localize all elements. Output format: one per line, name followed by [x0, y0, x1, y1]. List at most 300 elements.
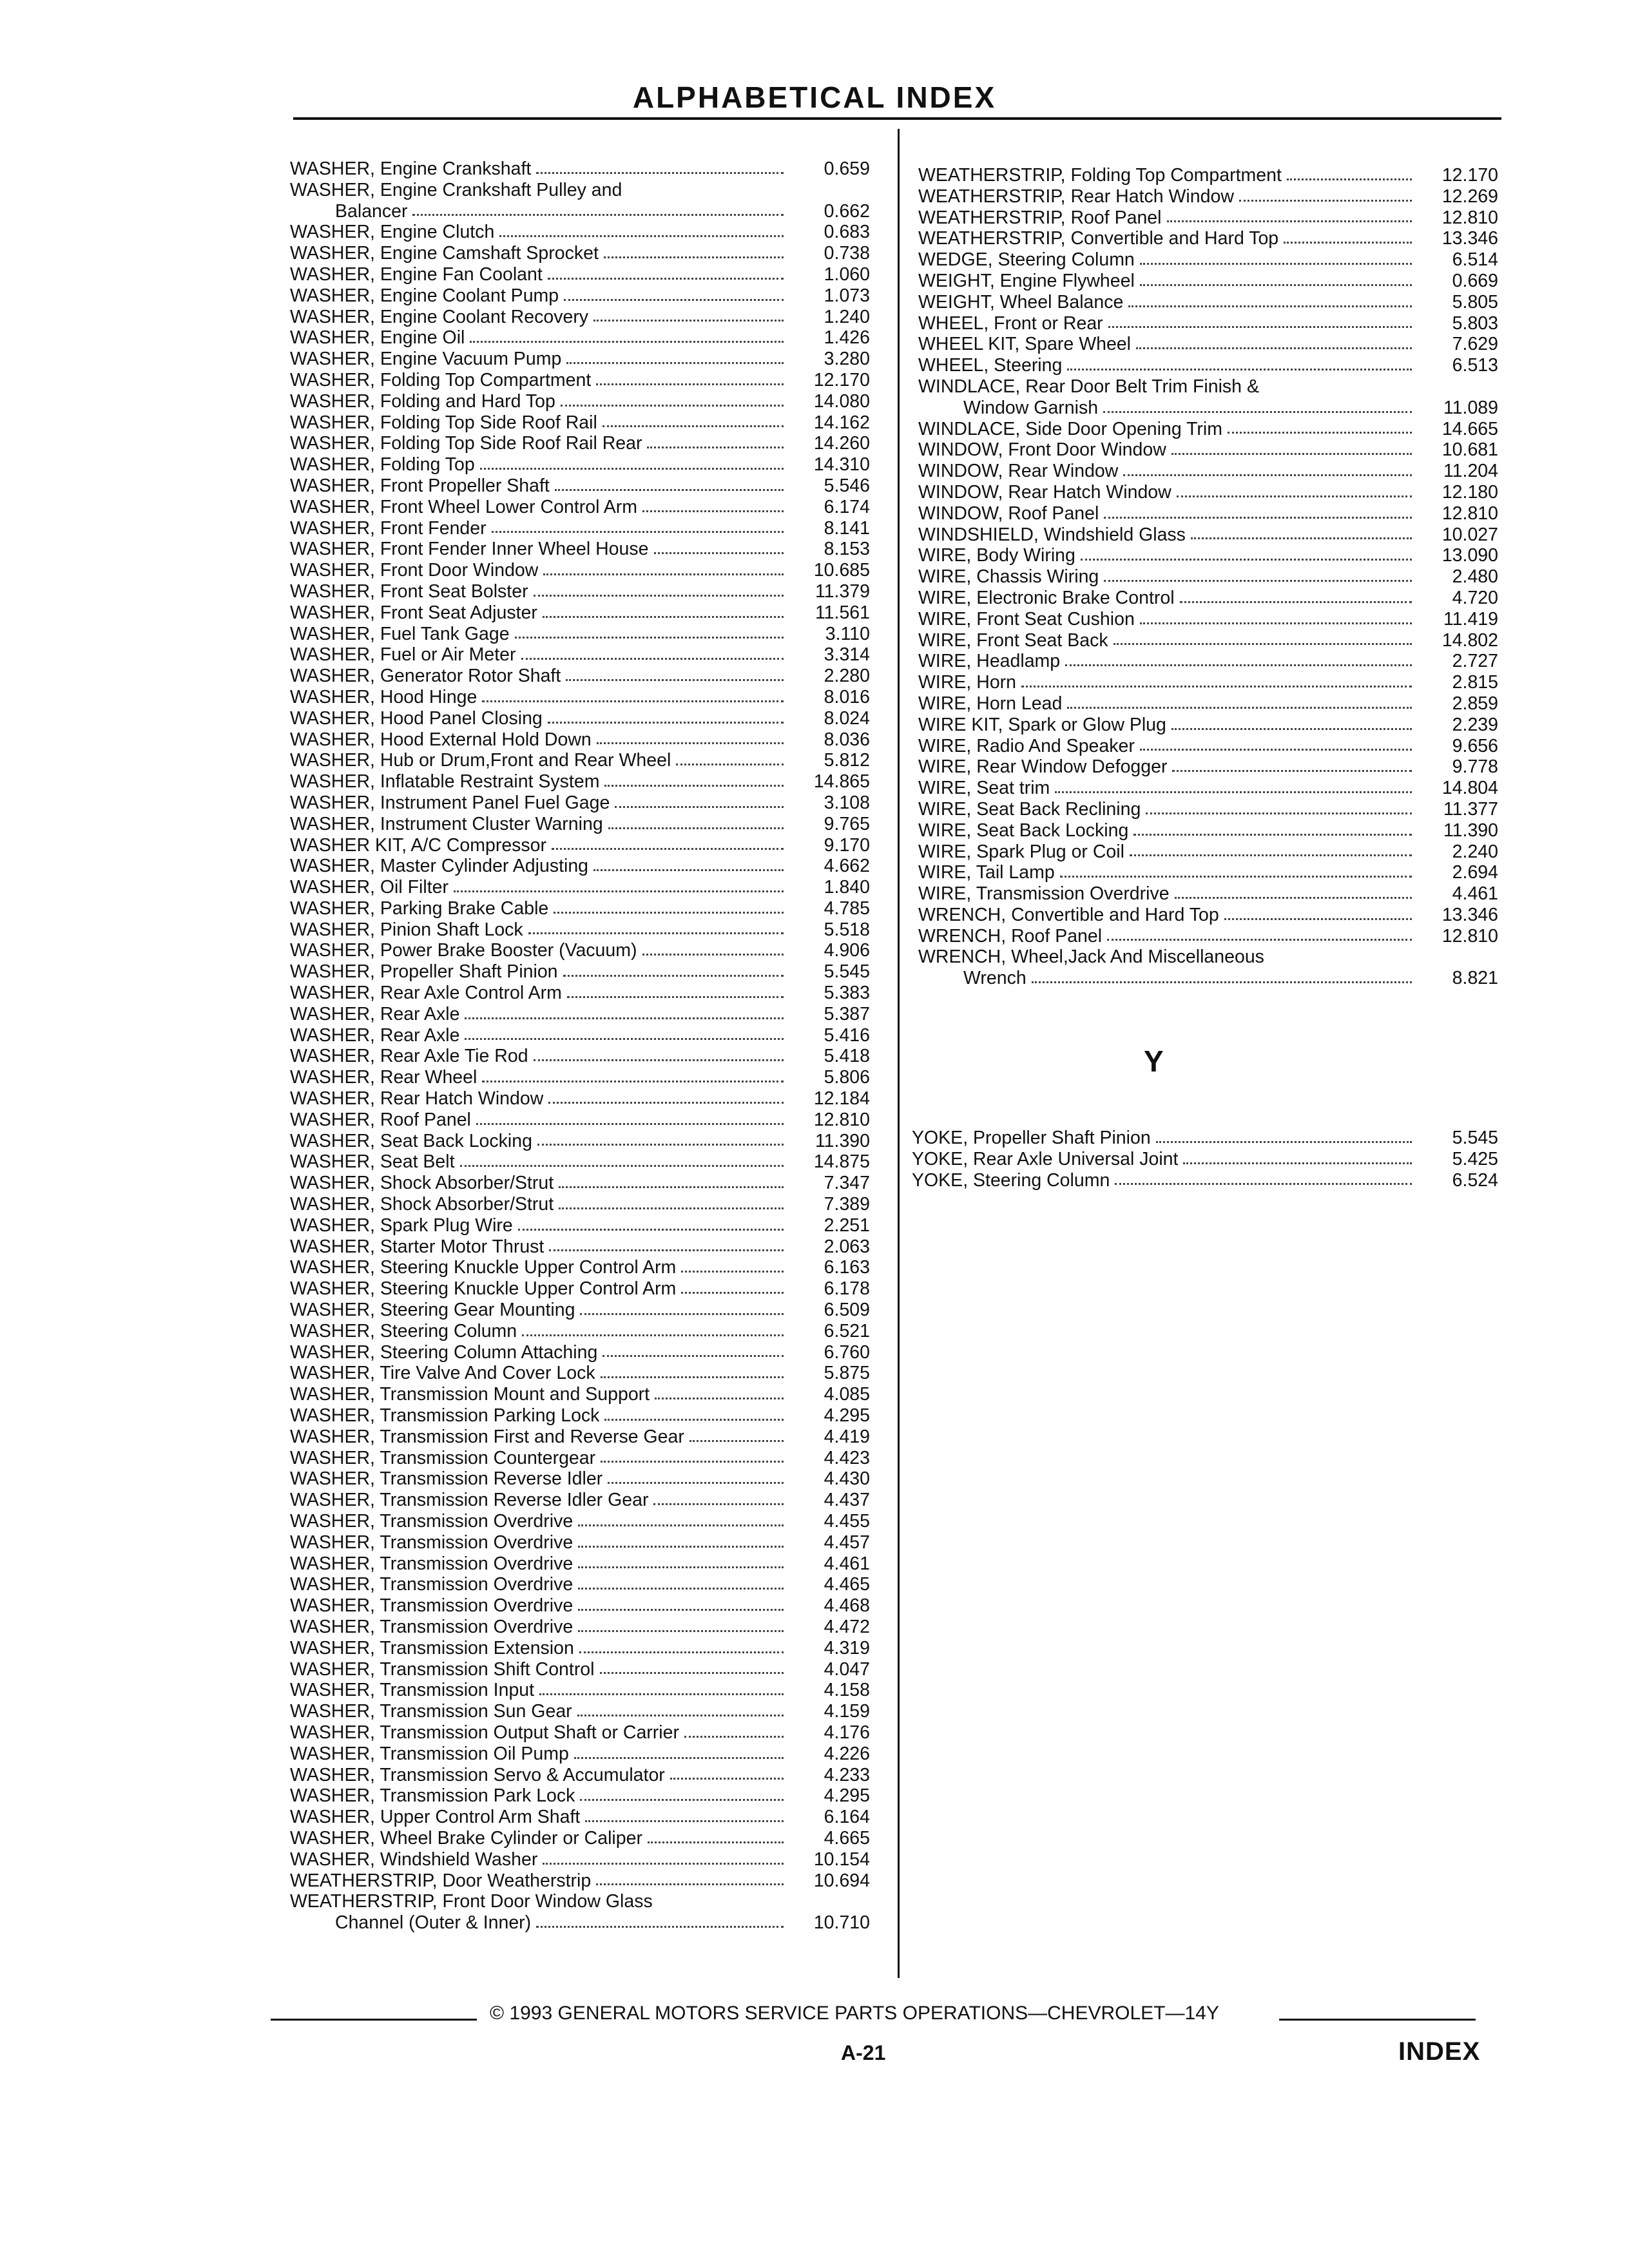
column-divider — [898, 129, 900, 1978]
index-entry — [290, 1574, 870, 1595]
entry-label: WASHER, Fuel Tank Gage — [290, 623, 510, 644]
index-entry — [290, 983, 870, 1004]
index-entry — [290, 1321, 870, 1342]
index-entry — [290, 222, 870, 243]
index-entry — [290, 1468, 870, 1490]
entry-page-ref: 4.423 — [824, 1447, 870, 1468]
entry-label: WASHER, Windshield Washer — [290, 1849, 538, 1870]
entry-page-ref: 2.859 — [1452, 693, 1498, 714]
index-entry — [912, 1149, 1498, 1170]
index-entry — [290, 1405, 870, 1427]
dot-leader — [655, 1398, 784, 1399]
entry-page-ref: 11.379 — [815, 581, 870, 602]
index-entry — [290, 940, 870, 961]
entry-label: WIRE, Seat Back Reclining — [918, 798, 1141, 820]
index-entry — [290, 624, 870, 645]
entry-label: WASHER, Seat Back Locking — [290, 1130, 532, 1151]
entry-label: WASHER, Transmission Mount and Support — [290, 1384, 650, 1405]
dot-leader — [602, 425, 784, 427]
index-entry — [918, 503, 1498, 524]
title-rule — [293, 117, 1501, 120]
entry-label: WINDLACE, Side Door Opening Trim — [918, 418, 1222, 439]
dot-leader — [608, 827, 784, 829]
dot-leader — [676, 764, 784, 765]
index-entry — [290, 919, 870, 941]
entry-label: WASHER, Transmission Overdrive — [290, 1532, 574, 1553]
index-entry — [918, 419, 1498, 440]
index-entry — [918, 461, 1498, 482]
entry-page-ref: 2.480 — [1452, 566, 1498, 588]
entry-page-ref: 12.180 — [1441, 481, 1498, 503]
entry-page-ref: 7.389 — [824, 1194, 870, 1215]
index-entry — [290, 1257, 870, 1278]
entry-page-ref: 0.738 — [824, 243, 870, 264]
entry-label: WINDOW, Rear Window — [918, 461, 1119, 482]
entry-page-ref: 4.461 — [824, 1553, 870, 1574]
dot-leader — [580, 1313, 784, 1315]
entry-label: WASHER, Transmission Park Lock — [290, 1785, 575, 1807]
index-entry — [290, 1342, 870, 1363]
entry-page-ref: 9.656 — [1452, 735, 1498, 756]
entry-label: WASHER, Power Brake Booster (Vacuum) — [290, 940, 637, 961]
entry-label: WASHER, Front Fender Inner Wheel House — [290, 539, 649, 560]
dot-leader — [1123, 474, 1412, 476]
entry-label: WIRE, Transmission Overdrive — [918, 883, 1170, 905]
dot-leader — [574, 1757, 784, 1759]
index-entry — [918, 799, 1498, 820]
index-entry — [918, 630, 1498, 651]
index-entry — [918, 186, 1498, 207]
entry-page-ref: 4.419 — [824, 1426, 870, 1447]
entry-label: WEATHERSTRIP, Rear Hatch Window — [918, 186, 1234, 207]
index-entry — [290, 1215, 870, 1236]
dot-leader — [1021, 686, 1412, 687]
entry-page-ref: 4.226 — [824, 1743, 870, 1764]
entry-label: WASHER, Transmission Servo & Accumulator — [290, 1764, 665, 1785]
entry-label: WASHER, Engine Clutch — [290, 222, 495, 243]
entry-page-ref: 2.280 — [824, 666, 870, 687]
entry-page-ref: 9.170 — [824, 834, 870, 856]
entry-label: YOKE, Rear Axle Universal Joint — [912, 1148, 1179, 1169]
index-entry — [290, 793, 870, 814]
dot-leader — [1065, 664, 1412, 666]
index-entry — [290, 1617, 870, 1638]
entry-page-ref: 6.524 — [1452, 1169, 1498, 1191]
index-entry — [290, 1680, 870, 1701]
entry-label: WIRE, Horn — [918, 672, 1017, 693]
entry-label: WASHER, Generator Rotor Shaft — [290, 666, 561, 687]
entry-page-ref: 14.260 — [813, 433, 870, 454]
index-entry — [912, 1170, 1498, 1191]
dot-leader — [615, 806, 784, 808]
entry-page-ref: 9.778 — [1452, 756, 1498, 778]
entry-label-continued: Balancer — [335, 200, 408, 222]
dot-leader — [1180, 601, 1412, 603]
dot-leader — [578, 1588, 784, 1590]
entry-page-ref: 11.390 — [1443, 820, 1498, 841]
index-entry — [290, 856, 870, 877]
entry-page-ref: 4.785 — [824, 898, 870, 919]
entry-page-ref: 4.158 — [824, 1680, 870, 1701]
dot-leader — [566, 679, 784, 681]
entry-page-ref: 4.176 — [824, 1722, 870, 1743]
entry-label: WASHER, Rear Wheel — [290, 1067, 477, 1088]
index-entry — [290, 1131, 870, 1152]
entry-page-ref: 12.269 — [1441, 186, 1498, 207]
index-entry — [290, 1151, 870, 1173]
dot-leader — [1130, 854, 1412, 856]
entry-label: WASHER, Oil Filter — [290, 877, 448, 898]
entry-label: WIRE, Headlamp — [918, 651, 1061, 672]
dot-leader — [1081, 559, 1412, 561]
entry-page-ref: 5.418 — [824, 1046, 870, 1067]
dot-leader — [642, 954, 784, 956]
entry-page-ref: 9.765 — [824, 813, 870, 834]
entry-page-ref: 6.178 — [824, 1278, 870, 1300]
index-entry — [290, 539, 870, 560]
entry-label: WIRE, Seat Back Locking — [918, 820, 1129, 841]
entry-label: WASHER, Engine Coolant Pump — [290, 285, 559, 306]
dot-leader — [1133, 834, 1412, 836]
entry-page-ref: 12.184 — [813, 1088, 870, 1110]
entry-page-ref: 12.170 — [813, 369, 870, 390]
dot-leader — [577, 1715, 784, 1716]
index-entry — [290, 814, 870, 835]
entry-label: WASHER, Roof Panel — [290, 1109, 471, 1130]
entry-page-ref: 4.461 — [1452, 883, 1498, 905]
index-entry — [290, 243, 870, 264]
entry-label: WHEEL, Front or Rear — [918, 312, 1103, 334]
entry-label: WEATHERSTRIP, Folding Top Compartment — [918, 165, 1282, 186]
entry-page-ref: 14.080 — [813, 390, 870, 412]
index-entry — [290, 1088, 870, 1110]
entry-page-ref: 0.683 — [824, 222, 870, 243]
entry-label: WASHER, Spark Plug Wire — [290, 1215, 513, 1236]
dot-leader — [518, 1229, 784, 1231]
entry-label: WIRE, Radio And Speaker — [918, 735, 1135, 756]
dot-leader — [1055, 791, 1412, 793]
entry-page-ref: 5.875 — [824, 1363, 870, 1384]
entry-label-continued: Window Garnish — [963, 397, 1099, 418]
entry-page-ref: 2.063 — [824, 1236, 870, 1257]
dot-leader — [600, 1672, 784, 1674]
index-entry — [290, 1236, 870, 1258]
entry-label: WASHER, Hub or Drum,Front and Rear Wheel — [290, 750, 671, 771]
entry-page-ref: 6.521 — [824, 1320, 870, 1341]
entry-label: WASHER, Transmission Parking Lock — [290, 1405, 600, 1427]
index-entry — [290, 1870, 870, 1892]
entry-page-ref: 8.016 — [824, 686, 870, 707]
index-entry — [290, 644, 870, 666]
entry-label: WEATHERSTRIP, Convertible and Hard Top — [918, 228, 1279, 249]
dot-leader — [412, 214, 784, 216]
entry-label: WHEEL, Steering — [918, 355, 1063, 376]
entry-label: WASHER, Pinion Shaft Lock — [290, 919, 523, 940]
index-entry — [290, 1046, 870, 1067]
dot-leader — [579, 1651, 784, 1653]
index-entry — [290, 560, 870, 581]
index-entry — [918, 820, 1498, 841]
index-entry — [918, 715, 1498, 736]
entry-page-ref: 5.805 — [1452, 291, 1498, 312]
entry-page-ref: 10.027 — [1441, 524, 1498, 545]
index-entry — [290, 307, 870, 328]
index-entry — [290, 1278, 870, 1300]
entry-label: WASHER, Transmission First and Reverse Gear — [290, 1426, 684, 1447]
entry-label: WEATHERSTRIP, Front Door Window Glass — [290, 1891, 653, 1912]
entry-label: WASHER, Front Seat Bolster — [290, 581, 528, 602]
entry-page-ref: 12.810 — [1441, 503, 1498, 524]
dot-leader — [537, 1144, 784, 1146]
entry-page-ref: 14.162 — [813, 412, 870, 433]
dot-leader — [521, 658, 784, 660]
entry-label: WASHER, Folding Top Compartment — [290, 369, 592, 390]
index-entry — [290, 1173, 870, 1194]
dot-leader — [1228, 432, 1412, 434]
entry-label: WIRE, Tail Lamp — [918, 862, 1055, 883]
index-entry — [290, 1300, 870, 1321]
dot-leader — [604, 256, 784, 258]
index-entry — [918, 313, 1498, 334]
dot-leader — [596, 1883, 784, 1885]
index-entry — [290, 771, 870, 793]
dot-leader — [670, 1778, 784, 1780]
entry-label: WASHER, Steering Column — [290, 1320, 517, 1341]
index-entry — [290, 1448, 870, 1469]
dot-leader — [528, 932, 784, 934]
index-entry — [918, 862, 1498, 883]
index-entry — [918, 841, 1498, 863]
index-entry — [918, 249, 1498, 271]
entry-continuation — [918, 398, 1498, 419]
entry-label: WEATHERSTRIP, Door Weatherstrip — [290, 1870, 592, 1891]
index-entry — [290, 180, 870, 222]
entry-page-ref: 11.089 — [1443, 397, 1498, 418]
dot-leader — [653, 1503, 784, 1505]
entry-label: WIRE, Body Wiring — [918, 545, 1075, 566]
dot-leader — [548, 722, 784, 724]
entry-label: WASHER, Upper Control Arm Shaft — [290, 1807, 581, 1828]
entry-label: WASHER, Engine Crankshaft Pulley and — [290, 179, 622, 200]
entry-label: WIRE, Chassis Wiring — [918, 566, 1099, 588]
entry-label: WASHER, Front Fender — [290, 517, 487, 539]
entry-page-ref: 2.727 — [1452, 651, 1498, 672]
dot-leader — [1113, 643, 1412, 645]
dot-leader — [555, 489, 784, 491]
dot-leader — [1060, 876, 1412, 878]
entry-continuation — [290, 201, 870, 222]
dot-leader — [566, 362, 784, 364]
index-entry — [918, 883, 1498, 905]
dot-leader — [1191, 537, 1412, 539]
entry-page-ref: 4.720 — [1452, 587, 1498, 608]
entry-label: WRENCH, Roof Panel — [918, 925, 1103, 947]
entry-label: WASHER, Front Seat Adjuster — [290, 602, 537, 623]
entry-page-ref: 13.090 — [1441, 545, 1498, 566]
dot-leader — [1177, 495, 1412, 497]
entry-label: WASHER, Front Wheel Lower Control Arm — [290, 496, 638, 517]
dot-leader — [1067, 369, 1412, 370]
entry-page-ref: 4.295 — [824, 1405, 870, 1427]
dot-leader — [559, 1186, 784, 1188]
dot-leader — [604, 1419, 784, 1421]
entry-page-ref: 11.561 — [815, 602, 870, 623]
index-entry — [918, 947, 1498, 989]
dot-leader — [499, 235, 784, 237]
entry-label: WINDSHIELD, Windshield Glass — [918, 524, 1186, 545]
index-entry — [918, 207, 1498, 229]
index-entry — [918, 524, 1498, 546]
entry-page-ref: 4.047 — [824, 1658, 870, 1680]
dot-leader — [1172, 770, 1412, 772]
entry-label: WASHER, Engine Crankshaft — [290, 159, 532, 179]
entry-label: WASHER, Transmission Oil Pump — [290, 1743, 569, 1764]
index-entry — [918, 228, 1498, 249]
entry-page-ref: 6.760 — [824, 1341, 870, 1363]
entry-page-ref: 0.659 — [824, 159, 870, 179]
dot-leader — [578, 1524, 784, 1526]
dot-leader — [1239, 200, 1412, 202]
dot-leader — [596, 383, 784, 385]
entry-page-ref: 12.810 — [813, 1109, 870, 1130]
index-entry — [290, 285, 870, 307]
entry-label: WASHER, Engine Coolant Recovery — [290, 306, 589, 327]
dot-leader — [681, 1292, 784, 1294]
entry-label: WASHER, Steering Column Attaching — [290, 1341, 598, 1363]
entry-page-ref: 12.810 — [1441, 925, 1498, 947]
dot-leader — [543, 1863, 784, 1865]
entry-label: WASHER, Folding Top — [290, 454, 475, 476]
dot-leader — [1067, 707, 1412, 709]
entry-page-ref: 4.665 — [824, 1827, 870, 1849]
index-entry — [290, 1595, 870, 1617]
dot-leader — [482, 1081, 784, 1082]
index-entry — [290, 1807, 870, 1828]
index-entry — [290, 327, 870, 349]
entry-label: WASHER, Steering Knuckle Upper Control Arm — [290, 1257, 677, 1278]
index-entry — [290, 1744, 870, 1765]
dot-leader — [1115, 1183, 1412, 1185]
dot-leader — [1108, 326, 1412, 328]
index-entry — [290, 835, 870, 856]
entry-page-ref: 8.153 — [824, 539, 870, 560]
dot-leader — [1136, 347, 1412, 349]
entry-label: WEDGE, Steering Column — [918, 249, 1135, 271]
entry-page-ref: 6.509 — [824, 1300, 870, 1321]
index-entry — [290, 1194, 870, 1215]
index-entry — [912, 1128, 1498, 1149]
dot-leader — [684, 1736, 784, 1738]
entry-page-ref: 5.387 — [824, 1003, 870, 1024]
index-entry — [918, 651, 1498, 672]
entry-page-ref: 3.314 — [824, 644, 870, 666]
index-entry — [290, 1490, 870, 1511]
dot-leader — [454, 890, 784, 892]
index-entry — [290, 1722, 870, 1744]
dot-leader — [593, 320, 784, 322]
dot-leader — [552, 848, 784, 850]
entry-label: WASHER, Seat Belt — [290, 1151, 455, 1173]
entry-label: WASHER, Engine Camshaft Sprocket — [290, 243, 599, 264]
dot-leader — [1032, 981, 1412, 983]
entry-label: YOKE, Propeller Shaft Pinion — [912, 1128, 1151, 1148]
entry-label: WASHER, Transmission Shift Control — [290, 1658, 595, 1680]
dot-leader — [1146, 812, 1412, 814]
dot-leader — [597, 742, 784, 744]
entry-label: WIRE, Seat trim — [918, 778, 1050, 799]
dot-leader — [480, 468, 784, 470]
entry-label: WIRE, Spark Plug or Coil — [918, 841, 1124, 862]
entry-label: WASHER, Master Cylinder Adjusting — [290, 856, 589, 877]
index-entry — [290, 497, 870, 518]
dot-leader — [564, 299, 784, 301]
entry-label: WASHER, Transmission Overdrive — [290, 1595, 574, 1617]
entry-label: WASHER, Rear Axle Tie Rod — [290, 1046, 528, 1067]
entry-page-ref: 7.347 — [824, 1173, 870, 1194]
dot-leader — [578, 1566, 784, 1568]
index-entry — [918, 271, 1498, 292]
index-entry — [918, 588, 1498, 609]
entry-page-ref: 14.804 — [1441, 778, 1498, 799]
index-entry — [290, 708, 870, 729]
dot-leader — [648, 1841, 784, 1843]
entry-label: WRENCH, Wheel,Jack And Miscellaneous — [918, 947, 1264, 968]
index-entry — [918, 566, 1498, 588]
index-entry — [290, 370, 870, 391]
entry-page-ref: 6.514 — [1452, 249, 1498, 271]
dot-leader — [604, 785, 784, 787]
entry-page-ref: 1.060 — [824, 264, 870, 285]
index-entry — [290, 729, 870, 751]
entry-page-ref: 4.472 — [824, 1616, 870, 1637]
entry-page-ref: 5.806 — [824, 1067, 870, 1088]
index-entry — [290, 961, 870, 983]
index-column-left — [290, 159, 870, 1934]
entry-continuation — [290, 1912, 870, 1934]
index-entry — [290, 666, 870, 687]
entry-label: WEIGHT, Engine Flywheel — [918, 270, 1135, 291]
index-entry — [290, 454, 870, 476]
entry-label: WASHER, Instrument Cluster Warning — [290, 813, 603, 834]
entry-label: WASHER, Folding and Hard Top — [290, 390, 555, 412]
index-entry — [290, 1553, 870, 1575]
entry-page-ref: 2.251 — [824, 1215, 870, 1236]
entry-label: WEATHERSTRIP, Roof Panel — [918, 207, 1162, 228]
entry-label: YOKE, Steering Column — [912, 1169, 1110, 1191]
entry-page-ref: 1.426 — [824, 327, 870, 349]
index-entry — [290, 581, 870, 602]
dot-leader — [580, 1799, 784, 1801]
index-entry — [290, 391, 870, 412]
dot-leader — [465, 1017, 784, 1019]
index-entry — [290, 1004, 870, 1025]
entry-page-ref: 4.159 — [824, 1701, 870, 1722]
entry-label: WASHER, Fuel or Air Meter — [290, 644, 516, 666]
dot-leader — [602, 1355, 784, 1357]
dot-leader — [681, 1271, 784, 1273]
dot-leader — [1224, 918, 1412, 920]
entry-label: WASHER, Folding Top Side Roof Rail — [290, 412, 597, 433]
entry-page-ref: 4.906 — [824, 940, 870, 961]
entry-page-ref: 4.085 — [824, 1384, 870, 1405]
page-title: ALPHABETICAL INDEX — [632, 81, 997, 114]
entry-label: WASHER, Hood Hinge — [290, 686, 477, 707]
dot-leader — [476, 1123, 784, 1125]
entry-continuation — [918, 968, 1498, 989]
entry-page-ref: 13.346 — [1441, 228, 1498, 249]
index-entry — [290, 349, 870, 370]
dot-leader — [689, 1440, 784, 1442]
